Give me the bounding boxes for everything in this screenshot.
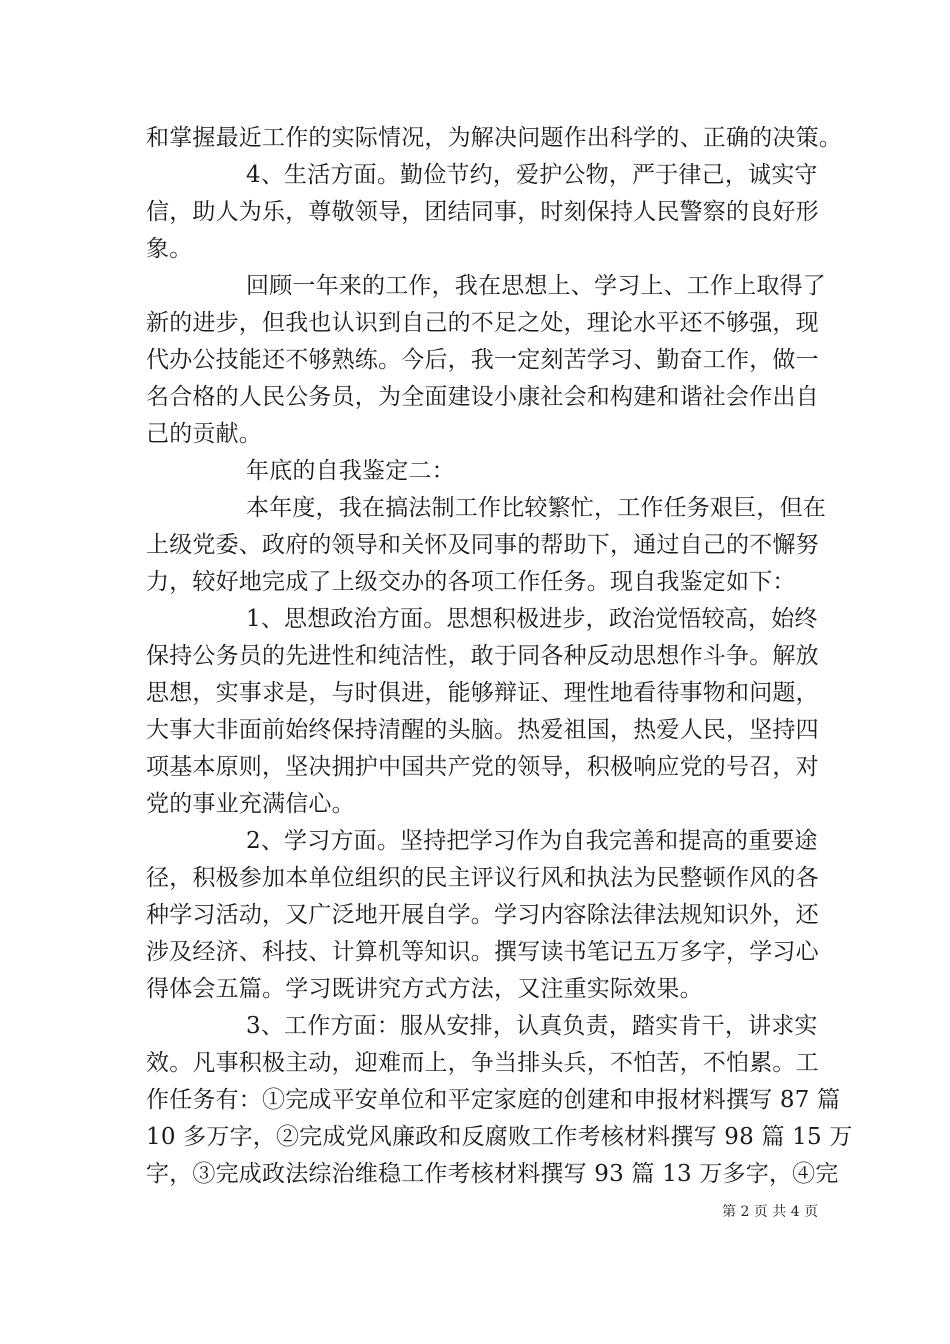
section-heading: 年底的自我鉴定二： bbox=[246, 458, 455, 484]
text-line: 新的进步，但我也认识到自己的不足之处，理论水平还不够强，现 bbox=[146, 310, 819, 336]
text-line: 本年度，我在搞法制工作比较繁忙，工作任务艰巨，但在 bbox=[246, 495, 826, 521]
text-line: 项基本原则，坚决拥护中国共产党的领导，积极响应党的号召，对 bbox=[146, 754, 819, 780]
text-line: 径，积极参加本单位组织的民主评议行风和执法为民整顿作风的各 bbox=[146, 865, 819, 891]
text-line: 1、思想政治方面。思想积极进步，政治觉悟较高，始终 bbox=[246, 606, 818, 632]
text-line: 代办公技能还不够熟练。今后，我一定刻苦学习、勤奋工作，做一 bbox=[146, 347, 819, 373]
text-line: 10 多万字，②完成党风廉政和反腐败工作考核材料撰写 98 篇 15 万 bbox=[146, 1124, 853, 1150]
text-line: 效。凡事积极主动，迎难而上，争当排头兵，不怕苦，不怕累。工 bbox=[146, 1050, 819, 1076]
page-number-footer: 第 2 页 共 4 页 bbox=[722, 1204, 819, 1220]
text-line: 字，③完成政法综治维稳工作考核材料撰写 93 篇 13 万多字，④完 bbox=[146, 1161, 839, 1187]
text-line: 和掌握最近工作的实际情况，为解决问题作出科学的、正确的决策。 bbox=[146, 125, 842, 151]
text-line: 力，较好地完成了上级交办的各项工作任务。现自我鉴定如下： bbox=[146, 569, 796, 595]
text-line: 作任务有：①完成平安单位和平定家庭的创建和申报材料撰写 87 篇 bbox=[146, 1087, 841, 1113]
text-line: 涉及经济、科技、计算机等知识。撰写读书笔记五万多字，学习心 bbox=[146, 939, 819, 965]
text-line: 种学习活动，又广泛地开展自学。学习内容除法律法规知识外，还 bbox=[146, 902, 819, 928]
text-line: 信，助人为乐，尊敬领导，团结同事，时刻保持人民警察的良好形 bbox=[146, 199, 819, 225]
text-line: 己的贡献。 bbox=[146, 421, 262, 447]
text-line: 上级党委、政府的领导和关怀及同事的帮助下，通过自己的不懈努 bbox=[146, 532, 819, 558]
text-line: 保持公务员的先进性和纯洁性，敢于同各种反动思想作斗争。解放 bbox=[146, 643, 819, 669]
text-line: 得体会五篇。学习既讲究方式方法，又注重实际效果。 bbox=[146, 976, 703, 1002]
text-line: 2、学习方面。坚持把学习作为自我完善和提高的重要途 bbox=[246, 828, 818, 854]
text-line: 大事大非面前始终保持清醒的头脑。热爱祖国，热爱人民，坚持四 bbox=[146, 717, 819, 743]
text-line: 名合格的人民公务员，为全面建设小康社会和构建和谐社会作出自 bbox=[146, 384, 819, 410]
text-line: 思想，实事求是，与时俱进，能够辩证、理性地看待事物和问题， bbox=[146, 680, 819, 706]
text-line: 党的事业充满信心。 bbox=[146, 791, 355, 817]
text-line: 象。 bbox=[146, 236, 193, 262]
text-line: 3、工作方面：服从安排，认真负责，踏实肯干，讲求实 bbox=[246, 1013, 818, 1039]
text-line: 4、生活方面。勤俭节约，爱护公物，严于律己，诚实守 bbox=[246, 162, 818, 188]
text-line: 回顾一年来的工作，我在思想上、学习上、工作上取得了 bbox=[246, 273, 826, 299]
